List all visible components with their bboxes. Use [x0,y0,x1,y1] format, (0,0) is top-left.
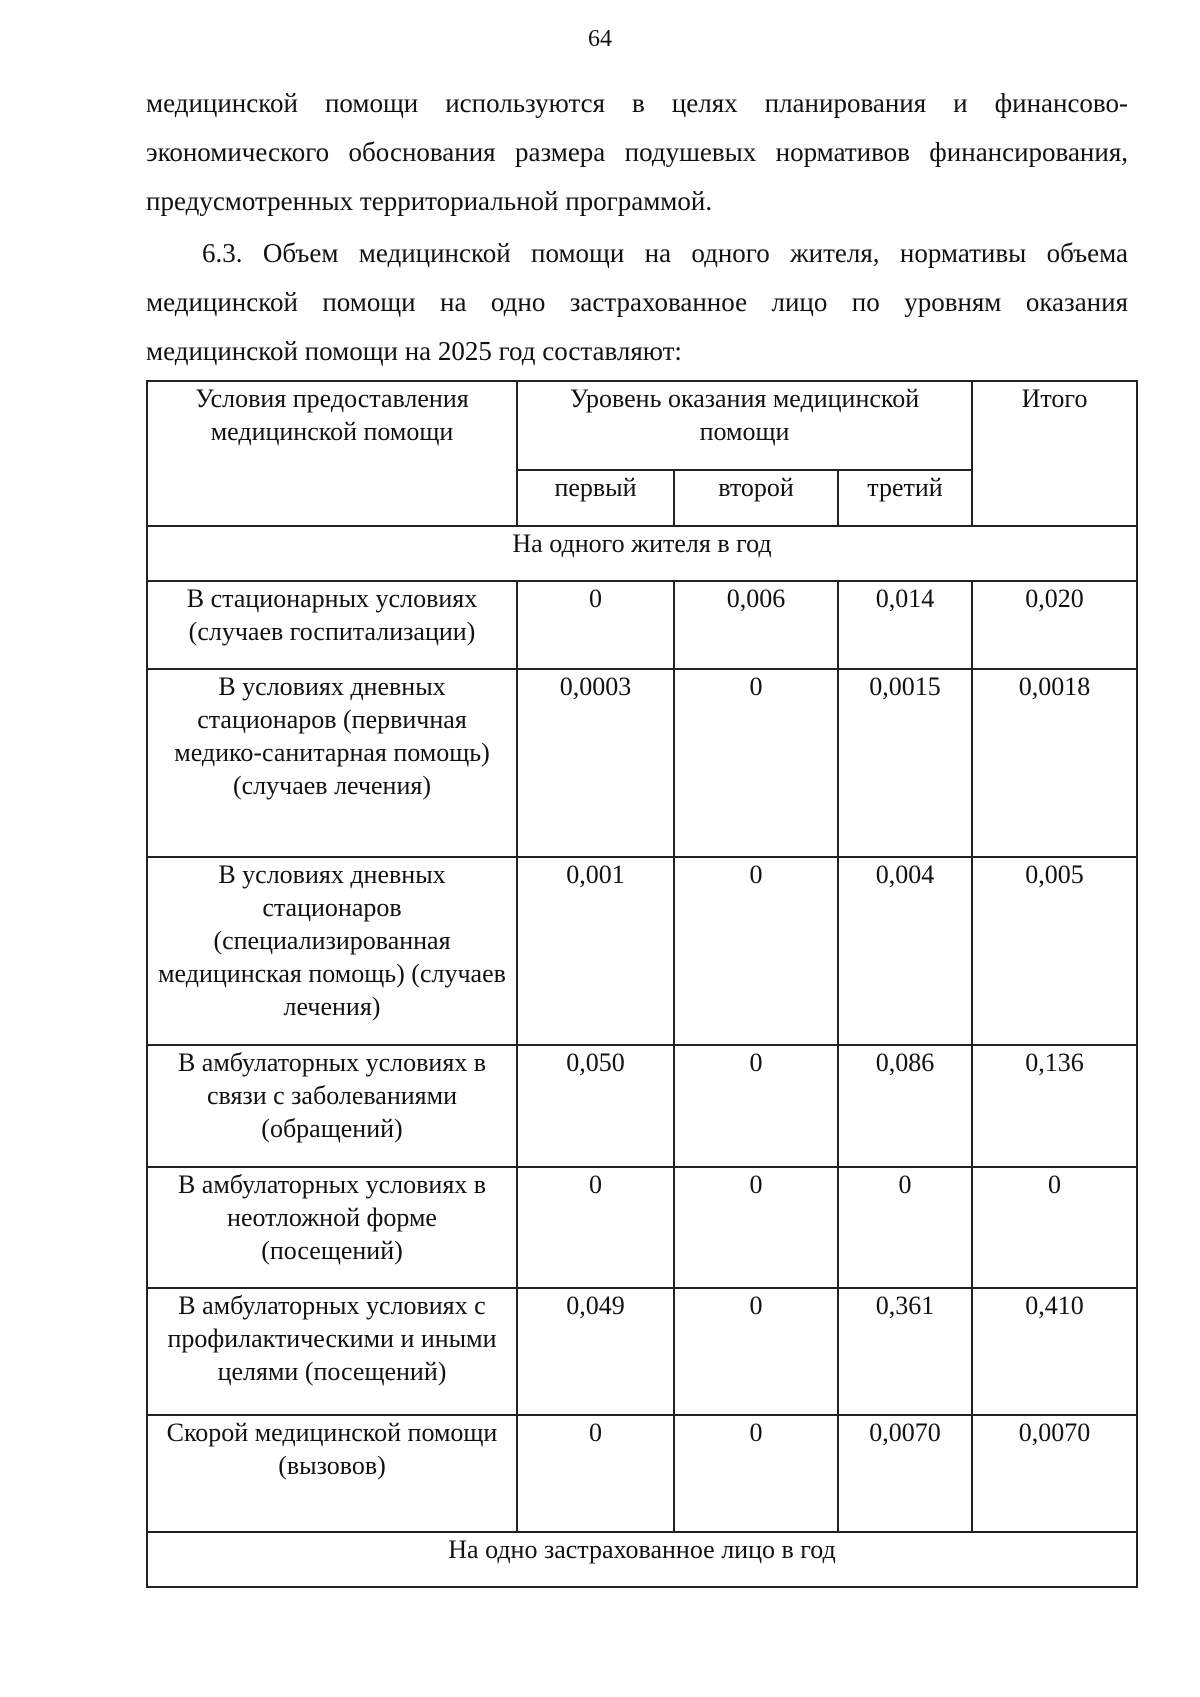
row-condition: В условиях дневных стационаров (специализированная медицинская помощь) (случаев лечения) [147,857,517,1045]
row-third: 0 [838,1167,972,1288]
row-second: 0 [674,1167,838,1288]
section-per-resident: На одного жителя в год [147,526,1137,581]
row-condition: Скорой медицинской помощи (вызовов) [147,1415,517,1532]
row-first: 0 [517,1415,674,1532]
header-conditions: Условия предоставления медицинской помощи [147,381,517,526]
table-row [147,1415,1137,1532]
page-number: 64 [588,26,612,52]
row-first: 0 [517,581,674,669]
header-total: Итого [972,381,1137,526]
row-total: 0,0070 [972,1415,1137,1532]
row-condition: В амбулаторных условиях в связи с заболеваниями (обращений) [147,1045,517,1167]
section-row [147,1532,1137,1587]
row-second: 0,006 [674,581,838,669]
section-row [147,526,1137,581]
row-third: 0,361 [838,1288,972,1415]
header-third: третий [838,470,972,526]
row-third: 0,014 [838,581,972,669]
row-first: 0 [517,1167,674,1288]
row-third: 0,0070 [838,1415,972,1532]
norms-table [146,380,1138,1588]
row-condition: В стационарных условиях (случаев госпитализации) [147,581,517,669]
row-first: 0,0003 [517,669,674,857]
row-second: 0 [674,1415,838,1532]
section-per-insured: На одно застрахованное лицо в год [147,1532,1137,1587]
table-row [147,1167,1137,1288]
header-level: Уровень оказания медицинской помощи [517,381,972,470]
row-second: 0 [674,857,838,1045]
row-condition: В амбулаторных условиях в неотложной форме (посещений) [147,1167,517,1288]
row-second: 0 [674,1288,838,1415]
row-total: 0 [972,1167,1137,1288]
row-second: 0 [674,1045,838,1167]
table-row [147,1045,1137,1167]
row-second: 0 [674,669,838,857]
paragraph-intro: медицинской помощи используются в целях планирования и финансово-экономического обоснования размера подушевых нормативов финансирования, предусмотренных территориальной программой. [146,88,1128,216]
row-condition: В условиях дневных стационаров (первичная медико-санитарная помощь) (случаев лечения) [147,669,517,857]
row-total: 0,0018 [972,669,1137,857]
row-first: 0,049 [517,1288,674,1415]
row-condition: В амбулаторных условиях с профилактическими и иными целями (посещений) [147,1288,517,1415]
table-row [147,581,1137,669]
row-total: 0,410 [972,1288,1137,1415]
row-first: 0,050 [517,1045,674,1167]
row-first: 0,001 [517,857,674,1045]
row-third: 0,004 [838,857,972,1045]
header-second: второй [674,470,838,526]
row-total: 0,005 [972,857,1137,1045]
paragraph-section-6-3: 6.3. Объем медицинской помощи на одного жителя, нормативы объема медицинской помощи на одно застрахованное лицо по уровням оказания медицинской помощи на 2025 год составляют: [146,238,1128,366]
row-third: 0,086 [838,1045,972,1167]
row-total: 0,020 [972,581,1137,669]
row-third: 0,0015 [838,669,972,857]
table-header-row [147,381,1137,470]
row-total: 0,136 [972,1045,1137,1167]
header-first: первый [517,470,674,526]
table-row [147,669,1137,857]
table-row [147,1288,1137,1415]
table-row [147,857,1137,1045]
